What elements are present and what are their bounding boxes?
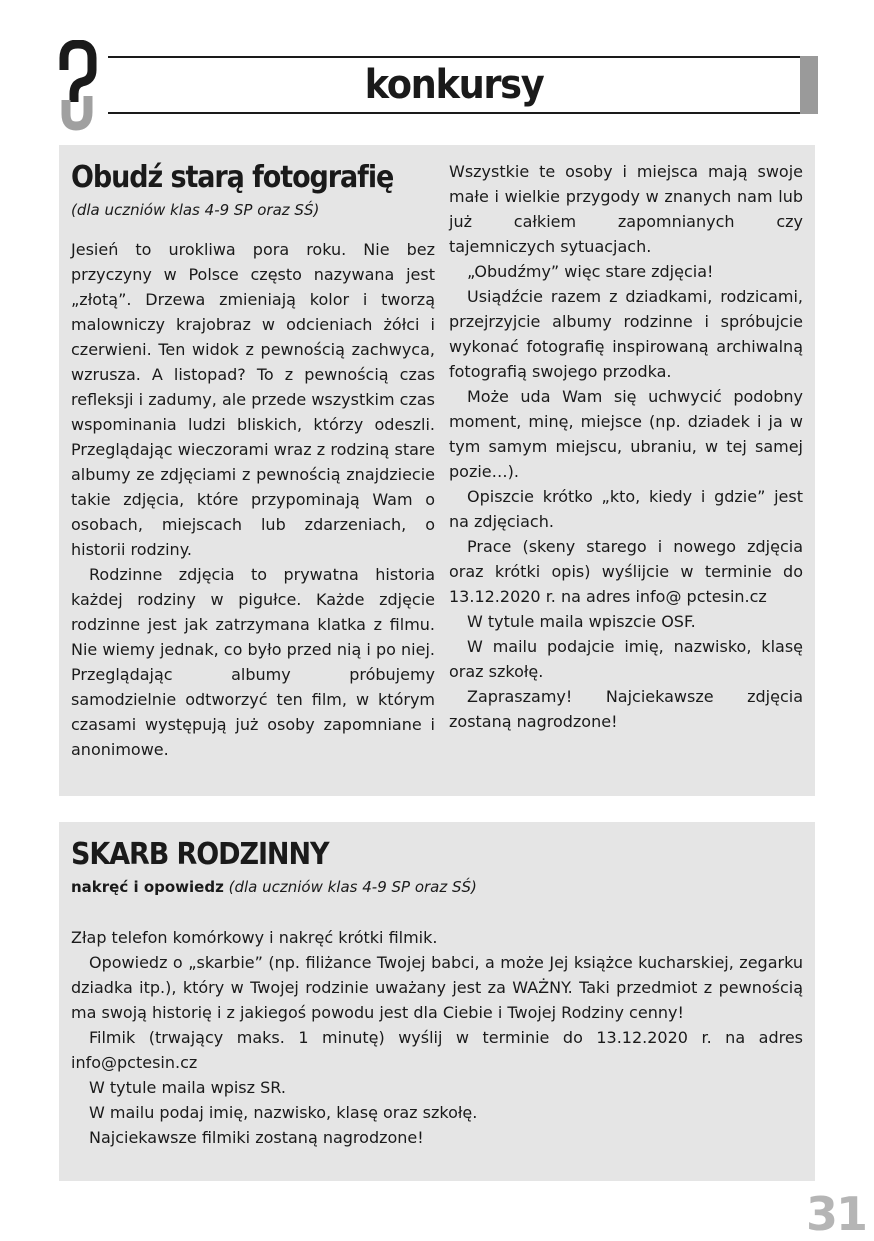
paragraph: Zapraszamy! Najciekawsze zdjęcia zostaną nagrodzone!: [449, 687, 803, 731]
paragraph: W mailu podajcie imię, nazwisko, klasę oraz szkołę.: [449, 637, 803, 681]
article-title: SKARB RODZINNY: [71, 837, 329, 872]
article-column-right: [449, 159, 803, 734]
page-number: 31: [806, 1187, 867, 1241]
paragraph: „Obudźmy” więc stare zdjęcia!: [467, 262, 714, 281]
pc-logo-icon: [58, 40, 104, 132]
article-subtitle: (dla uczniów klas 4-9 SP oraz SŚ): [71, 201, 320, 219]
paragraph: W tytule maila wpiszcie OSF.: [467, 612, 696, 631]
subtitle-bold: nakręć i opowiedz: [71, 878, 224, 896]
article-body: [71, 925, 803, 1150]
paragraph: Opowiedz o „skarbie” (np. filiżance Twojej babci, a może Jej książce kucharskiej, zegarku dziadka itp.), który w Twojej rodzinie uważany jest za WAŻNY. Taki przedmiot z pewnością ma swoją historię i z jakiegoś powodu jest dla Ciebie i Twojej Rodziny cenny!: [71, 953, 803, 1022]
paragraph: Może uda Wam się uchwycić podobny moment, minę, miejsce (np. dziadek i ja w tym samym miejscu, ubraniu, w tej samej pozie…).: [449, 387, 803, 481]
paragraph: Usiądźcie razem z dziadkami, rodzicami, przejrzyjcie albumy rodzinne i spróbujcie wykonać fotografię inspirowaną archiwalną fotografią swojego przodka.: [449, 287, 803, 381]
article-skarb-rodzinny: [59, 822, 815, 1181]
paragraph: Filmik (trwający maks. 1 minutę) wyślij w terminie do 13.12.2020 r. na adres info@pctesin.cz: [71, 1028, 803, 1072]
paragraph: Jesień to urokliwa pora roku. Nie bez przyczyny w Polsce często nazywana jest „złotą”. Drzewa zmieniają kolor i tworzą malowniczy krajobraz w odcieniach żółci i czerwieni. Ten widok z pewnością zachwyca, wzrusza. A listopad? To z pewnością czas refleksji i zadumy, ale przede wszystkim czas wspominania ludzi bliskich, którzy odeszli. Przeglądając wieczorami wraz z rodziną stare albumy ze zdjęciami z pewnością znajdziecie takie zdjęcia, które przypominają Wam o osobach, miejscach lub zdarzeniach, o historii rodziny.: [71, 240, 435, 559]
subtitle-italic: (dla uczniów klas 4-9 SP oraz SŚ): [228, 878, 477, 896]
section-title: konkursy: [364, 62, 544, 108]
paragraph: W mailu podaj imię, nazwisko, klasę oraz szkołę.: [89, 1103, 478, 1122]
paragraph: W tytule maila wpisz SR.: [89, 1078, 286, 1097]
article-subtitle: [71, 876, 477, 898]
paragraph: Prace (skeny starego i nowego zdjęcia oraz krótki opis) wyślijcie w terminie do 13.12.2020 r. na adres info@ pctesin.cz: [449, 537, 803, 606]
paragraph: Złap telefon komórkowy i nakręć krótki filmik.: [71, 928, 438, 947]
header-accent-bar: [800, 56, 818, 114]
paragraph: Rodzinne zdjęcia to prywatna historia każdej rodziny w pigułce. Każde zdjęcie rodzinne jest jak zatrzymana klatka z filmu. Nie wiemy jednak, co było przed nią i po niej. Przeglądając albumy próbujemy samodzielnie odtworzyć ten film, w którym czasami występują już osoby zapomniane i anonimowe.: [71, 565, 435, 759]
paragraph: Opiszcie krótko „kto, kiedy i gdzie” jest na zdjęciach.: [449, 487, 803, 531]
article-obudz-stara-fotografie: [59, 145, 815, 796]
paragraph: Najciekawsze filmiki zostaną nagrodzone!: [89, 1128, 424, 1147]
article-title: Obudź starą fotografię: [71, 160, 394, 195]
paragraph: Wszystkie te osoby i miejsca mają swoje małe i wielkie przygody w znanych nam lub już całkiem zapomnianych czy tajemniczych sytuacjach.: [449, 162, 803, 256]
article-column-left: [71, 237, 435, 762]
